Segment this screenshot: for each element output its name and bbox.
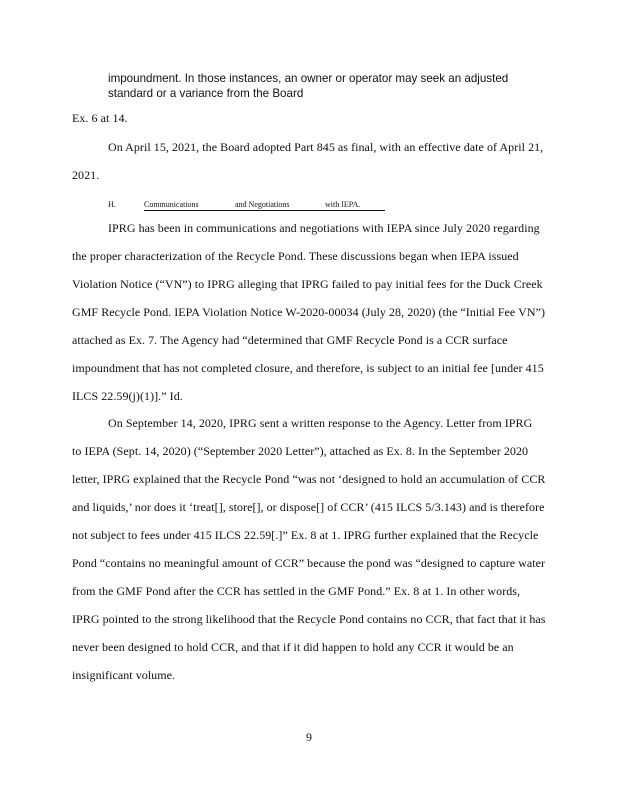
text-line-9: impoundment that has not completed closure, and therefore, is subject to an initial fee [under 415 [72,361,544,375]
section-heading [108,200,385,211]
text-line-3: 2021. [72,168,100,182]
text-line-4: IPRG has been in communications and negotiations with IEPA since July 2020 regarding [108,221,540,235]
block-quote [108,71,528,101]
section-heading-word-3: with IEPA. [325,200,361,209]
text-line-19: never been designed to hold CCR, and that if it did happen to hold any CCR it would be an [72,640,514,654]
section-heading-title [144,200,385,211]
text-line-12: to IEPA (Sept. 14, 2020) (“September 2020 Letter”), attached as Ex. 8. In the September 2020 [72,444,529,458]
text-line-15: not subject to fees under 415 ILCS 22.59[.]” Ex. 8 at 1. IPRG further explained that the Recycle [72,528,539,542]
text-line-17: from the GMF Pond after the CCR has settled in the GMF Pond.” Ex. 8 at 1. In other words, [72,584,521,598]
text-line-18: IPRG pointed to the strong likelihood that the Recycle Pond contains no CCR, that fact that it has [72,612,546,626]
text-line-11: On September 14, 2020, IPRG sent a written response to the Agency. Letter from IPRG [108,416,533,430]
text-line-2: On April 15, 2021, the Board adopted Part 845 as final, with an effective date of April 21, [108,140,544,154]
text-line-20: insignificant volume. [72,668,176,682]
text-line-1: Ex. 6 at 14. [72,111,128,125]
text-line-14: and liquids,’ nor does it ‘treat[], store[], or dispose[] of CCR’ (415 ILCS 5/3.143) and is therefore [72,500,545,514]
text-line-7: GMF Recycle Pond. IEPA Violation Notice W-2020-00034 (July 28, 2020) (the “Initial Fee VN”) [72,305,545,319]
text-line-13: letter, IPRG explained that the Recycle Pond “was not ‘designed to hold an accumulation of CCR [72,472,546,486]
text-line-10: ILCS 22.59(j)(1)].” Id. [72,389,183,403]
section-heading-letter: H. [108,200,116,209]
block-quote-line-1: impoundment. In those instances, an owner or operator may seek an adjusted [108,72,509,85]
text-line-6: Violation Notice (“VN”) to IPRG alleging that IPRG failed to pay initial fees for the Duck Creek [72,277,543,291]
text-line-16: Pond “contains no meaningful amount of CCR” because the pond was “designed to capture water [72,556,546,570]
text-line-8: attached as Ex. 7. The Agency had “determined that GMF Recycle Pond is a CCR surface [72,333,508,347]
page-number: 9 [306,730,312,744]
section-heading-word-2: and Negotiations [235,200,290,209]
text-line-5: the proper characterization of the Recycle Pond. These discussions began when IEPA issued [72,249,519,263]
block-quote-line-2: standard or a variance from the Board [108,87,304,100]
section-heading-word-1: Communications [144,200,199,209]
